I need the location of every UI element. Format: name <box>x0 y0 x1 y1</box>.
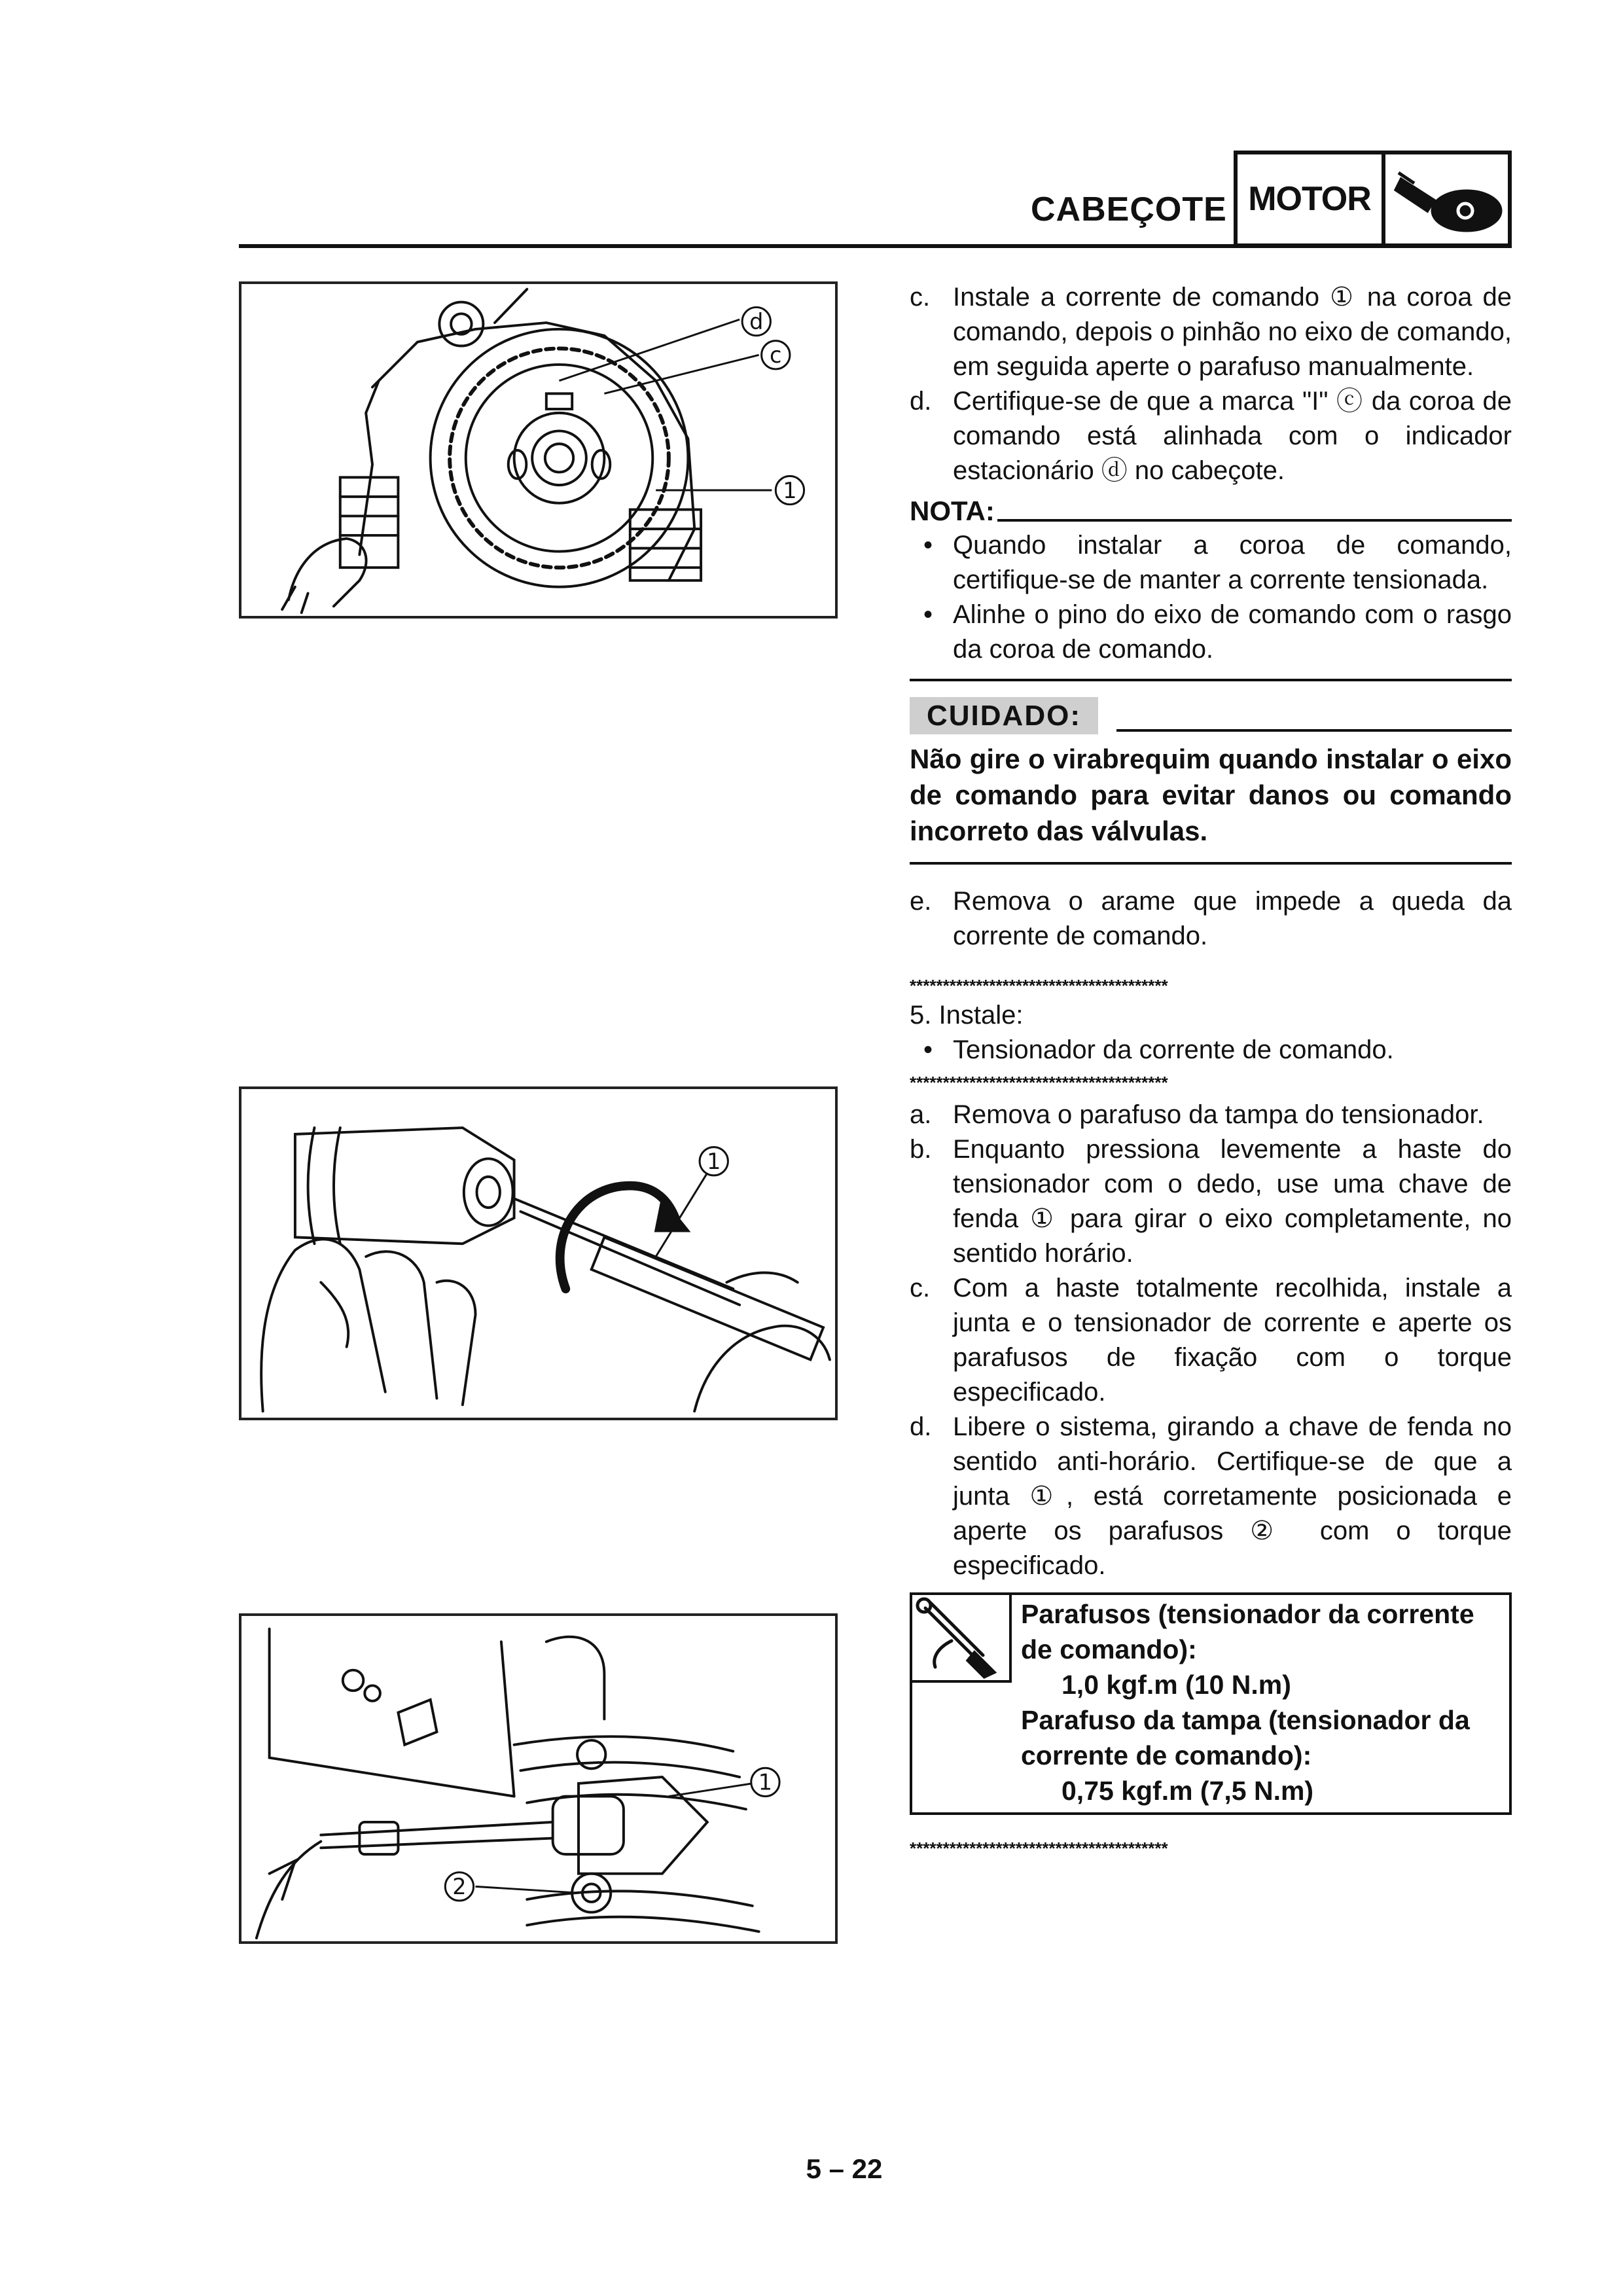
torque-wrench-icon <box>912 1595 1012 1683</box>
step-e <box>910 884 1512 954</box>
step-text: Com a haste totalmente recolhida, instale a junta e o tensionador de corrente e aperte os parafusos de fixação com o torque especificado. <box>953 1274 1512 1407</box>
step-a <box>910 1098 1512 1132</box>
note-bullet <box>910 598 1512 667</box>
step-text: Enquanto pressiona levemente a haste do tensionador com o dedo, use uma chave de fenda ① para girar o eixo completamente, no sentido horário. <box>953 1135 1512 1268</box>
step-d <box>910 1410 1512 1583</box>
callout-2: 2 <box>452 1874 467 1900</box>
caution-end-rule <box>910 862 1512 865</box>
step-marker: d. <box>910 387 932 416</box>
step-marker: e. <box>910 887 932 916</box>
section-tab <box>1234 151 1512 247</box>
step-text: Libere o sistema, girando a chave de fenda no sentido anti-horário. Certifique-se de que a junta ①, está corretamente posicionada e aperte os parafusos ② com o torque especificado. <box>953 1412 1512 1580</box>
step-text: Instale a corrente de comando ① na coroa de comando, depois o pinhão no eixo de comando, em seguida aperte o parafuso manualmente. <box>953 283 1512 381</box>
step-marker: a. <box>910 1100 932 1129</box>
step-text: Remova o parafuso da tampa do tensionador. <box>953 1100 1484 1129</box>
note-rule <box>997 519 1512 522</box>
install-item <box>910 1033 1512 1067</box>
step-marker: c. <box>910 1274 931 1302</box>
note-heading <box>910 493 1512 528</box>
step-c-top <box>910 280 1512 384</box>
torque-spec-body <box>1012 1595 1509 1812</box>
note-end-rule <box>910 679 1512 681</box>
note-label: NOTA: <box>910 495 995 526</box>
install-item-text: Tensionador da corrente de comando. <box>953 1035 1394 1064</box>
figure-cam-sprocket <box>239 281 838 619</box>
figure-tensioner-installed <box>239 1613 838 1944</box>
callout-1: 1 <box>758 1769 773 1795</box>
step-marker: c. <box>910 283 931 312</box>
bullet-dot: • <box>923 1035 933 1064</box>
step-text: Certifique-se de que a marca "I" ⓒ da coroa de comando está alinhada com o indicador estacionário ⓓ no cabeçote. <box>953 387 1512 485</box>
page-number: 5 – 22 <box>806 2153 883 2184</box>
bullet-dot: • <box>923 531 933 560</box>
spec-item1-label: Parafusos (tensionador da corrente de comando): <box>1021 1599 1474 1664</box>
callout-d: d <box>749 308 764 334</box>
bullet-dot: • <box>923 600 933 629</box>
torque-spec-box <box>910 1592 1512 1815</box>
figure-tensioner-screwdriver <box>239 1086 838 1420</box>
note-bullet <box>910 528 1512 598</box>
step-marker: d. <box>910 1412 932 1441</box>
bullet-text: Alinhe o pino do eixo de comando com o rasgo da coroa de comando. <box>953 600 1512 664</box>
install-heading: 5. Instale: <box>910 1001 1024 1030</box>
spec-item1-value: 1,0 kgf.m (10 N.m) <box>1061 1670 1291 1700</box>
caution-rule <box>1116 729 1512 732</box>
step-marker: b. <box>910 1135 932 1164</box>
star-divider: *************************************** <box>910 1839 1168 1858</box>
star-divider: *************************************** <box>910 976 1168 996</box>
callout-1: 1 <box>707 1149 721 1175</box>
instruction-column <box>910 280 1512 1858</box>
engine-wrench-icon <box>1385 154 1508 243</box>
caution-text: Não gire o virabrequim quando instalar o eixo de comando para evitar danos ou comando incorreto das válvulas. <box>910 744 1512 846</box>
callout-c: c <box>770 342 782 368</box>
spec-item2-value: 0,75 kgf.m (7,5 N.m) <box>1061 1776 1314 1806</box>
step-b <box>910 1132 1512 1271</box>
chapter-title: CABEÇOTE <box>1031 190 1227 228</box>
step-c <box>910 1271 1512 1410</box>
spec-item2-label: Parafuso da tampa (tensionador da corrente de comando): <box>1021 1705 1470 1770</box>
bullet-text: Quando instalar a coroa de comando, certifique-se de manter a corrente tensionada. <box>953 531 1512 594</box>
star-divider: *************************************** <box>910 1073 1168 1092</box>
step-d-top <box>910 384 1512 488</box>
header-rule <box>239 244 1512 248</box>
caution-label: CUIDADO: <box>910 697 1098 734</box>
caution-heading <box>910 697 1512 734</box>
step-text: Remova o arame que impede a queda da corrente de comando. <box>953 887 1512 950</box>
section-label: MOTOR <box>1238 154 1385 243</box>
callout-1: 1 <box>783 477 797 503</box>
